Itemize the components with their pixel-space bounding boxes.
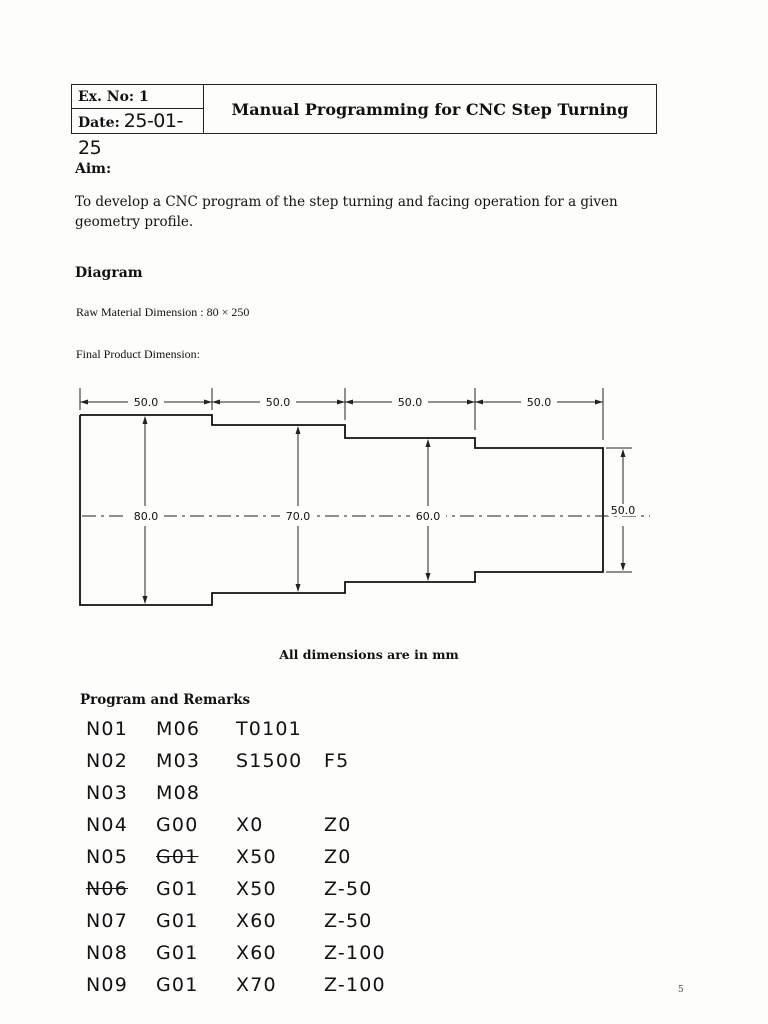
code-word: X0 [236,814,264,836]
code-word: X60 [236,910,277,932]
diameter-arrowheads [143,416,626,604]
code-word: G01 [156,910,199,932]
code-word: X50 [236,846,277,868]
length-label-1: 50.0 [133,396,159,409]
block-number: N01 [86,718,128,740]
block-number: N08 [86,942,128,964]
code-word: Z-50 [324,878,373,900]
block-number: N05 [86,846,128,868]
date-value: 25-01-25 [78,110,183,159]
step-turning-drawing [70,380,670,620]
date-row [72,109,203,159]
code-word: G01 [156,942,199,964]
date-label: Date: [78,115,120,131]
block-number: N02 [86,750,128,772]
diameter-label-60: 60.0 [415,510,441,523]
code-word: Z0 [324,814,352,836]
code-word: G00 [156,814,199,836]
diameter-label-70: 70.0 [285,510,311,523]
code-word: Z0 [324,846,352,868]
code-word-struck: G01 [156,846,199,868]
length-label-4: 50.0 [526,396,552,409]
code-word: M08 [156,782,201,804]
aim-heading: Aim: [75,161,112,177]
block-number: N03 [86,782,128,804]
dimension-note: All dimensions are in mm [279,647,459,662]
code-word: X70 [236,974,277,996]
length-label-2: 50.0 [265,396,291,409]
diameter-dimension-lines [145,417,632,603]
code-word: M06 [156,718,201,740]
length-label-3: 50.0 [397,396,423,409]
code-word: Z-100 [324,942,386,964]
block-number: N09 [86,974,128,996]
page-title: Manual Programming for CNC Step Turning [231,99,629,119]
diagram-heading: Diagram [75,265,143,281]
block-number-struck: N06 [86,878,128,900]
program-heading: Program and Remarks [80,692,251,708]
diameter-label-80: 80.0 [133,510,159,523]
page-number: 5 [678,985,684,995]
length-arrowheads [80,400,603,405]
block-number: N04 [86,814,128,836]
diameter-label-50: 50.0 [610,504,636,517]
code-word: Z-100 [324,974,386,996]
code-word: T0101 [236,718,302,740]
code-word: X60 [236,942,277,964]
header-table [71,84,657,159]
final-product-dimension: Final Product Dimension: [76,347,200,361]
block-number: N07 [86,910,128,932]
code-word: X50 [236,878,277,900]
header-left-cell [72,85,204,159]
code-word: F5 [324,750,350,772]
aim-text: To develop a CNC program of the step turning and facing operation for a given geometry profile. [75,194,618,230]
code-word: M03 [156,750,201,772]
code-word: Z-50 [324,910,373,932]
code-word: S1500 [236,750,303,772]
code-word: G01 [156,974,199,996]
code-word: G01 [156,878,199,900]
exercise-number: Ex. No: 1 [72,85,203,109]
raw-material-dimension: Raw Material Dimension : 80 × 250 [76,305,250,319]
